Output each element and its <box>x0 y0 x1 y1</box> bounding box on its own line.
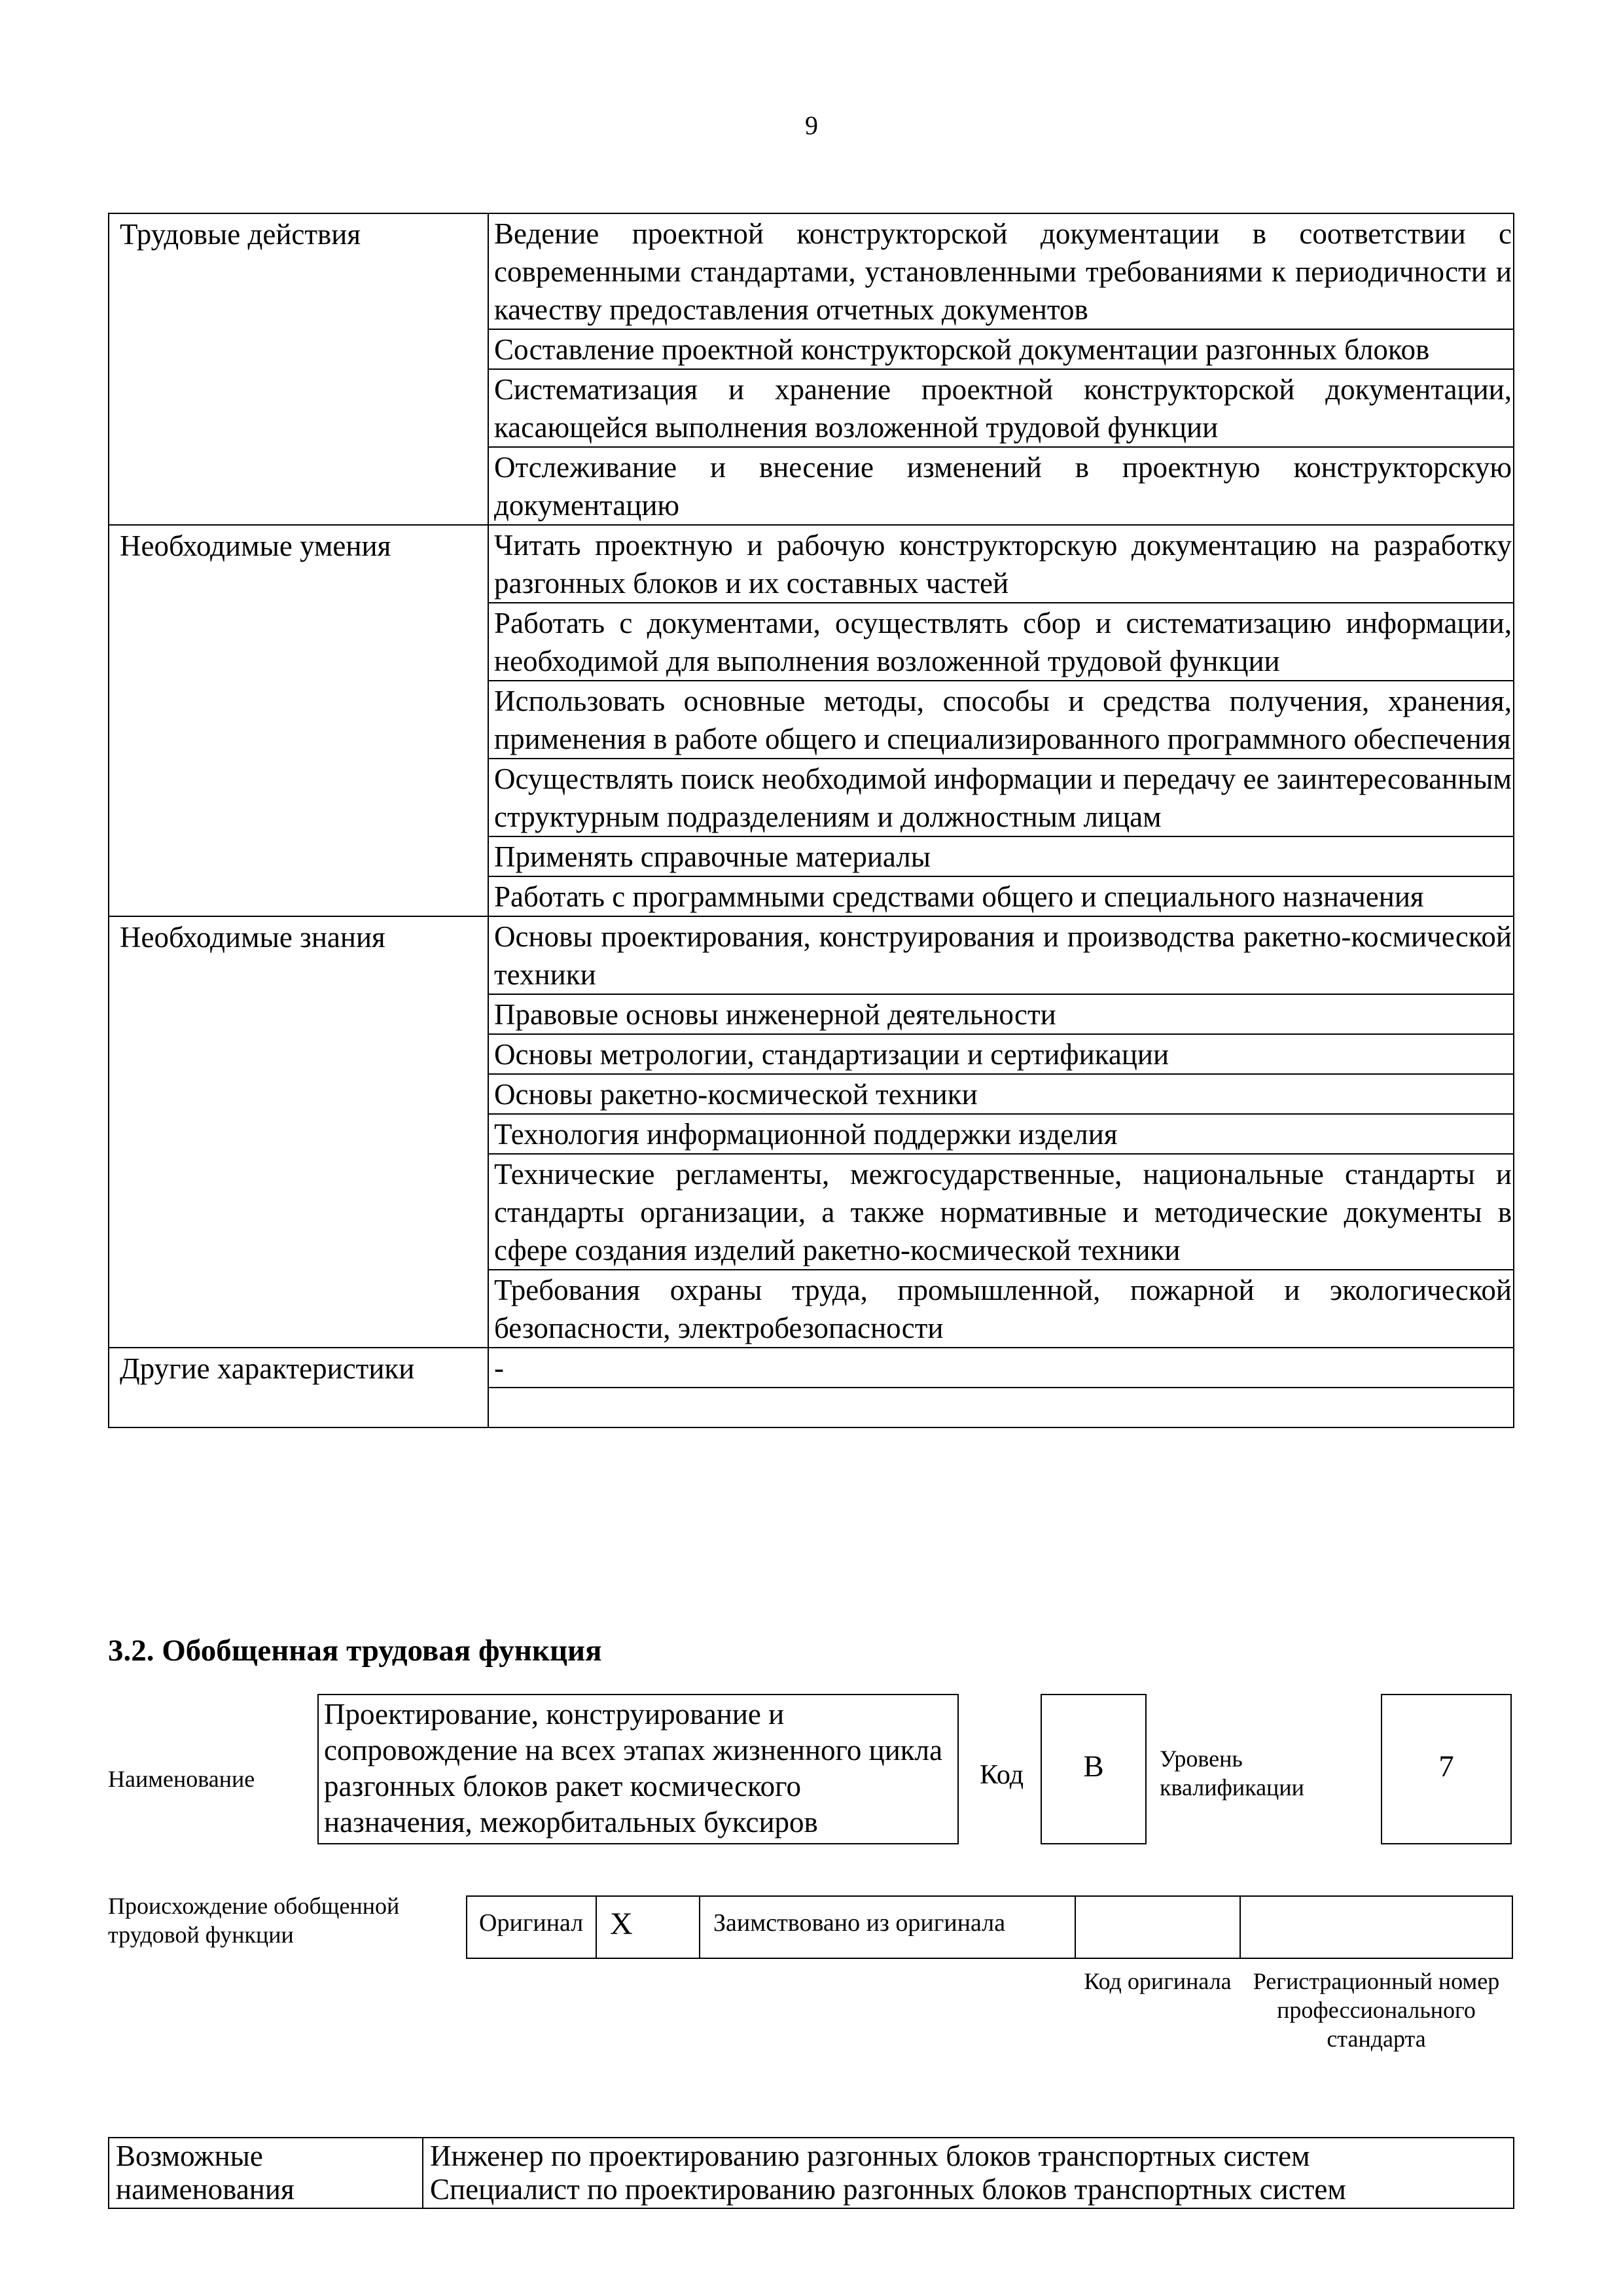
original-mark-cell <box>596 1895 700 1959</box>
characteristic-item: Работать с документами, осуществлять сбор и систематизацию информации, необходимой для выполнения возложенной трудовой функции <box>488 603 1514 681</box>
characteristic-item: Осуществлять поиск необходимой информации и передачу ее заинтересованным структурным подразделениям и должностным лицам <box>488 759 1514 836</box>
function-name-value: Проектирование, конструирование и сопровождение на всех этапах жизненного цикла разгонных блоков ракет космического назначения, межорбитальных буксиров <box>324 1698 943 1839</box>
characteristic-item: Использовать основные методы, способы и средства получения, хранения, применения в работе общего и специализированного программного обеспечения <box>488 681 1514 759</box>
registration-caption: Регистрационный номер профессионального стандарта <box>1253 1968 1500 2052</box>
characteristic-row <box>109 525 1514 603</box>
characteristic-item: Ведение проектной конструкторской документации в соответствии с современными стандартами, установленными требованиями к периодичности и качеству предоставления отчетных документов <box>488 213 1514 329</box>
characteristic-item: Основы метрологии, стандартизации и сертификации <box>488 1034 1514 1074</box>
characteristic-item: Отслеживание и внесение изменений в проектную конструкторскую документацию <box>488 447 1514 525</box>
original-cell <box>466 1895 597 1959</box>
possible-title-item: Инженер по проектированию разгонных блоков транспортных систем <box>430 2140 1310 2172</box>
characteristic-item: Правовые основы инженерной деятельности <box>488 994 1514 1034</box>
page-number: 9 <box>805 111 818 140</box>
original-code-cell <box>1075 1895 1241 1959</box>
characteristic-item: Применять справочные материалы <box>488 836 1514 876</box>
empty-cell <box>488 1388 1514 1427</box>
characteristic-label: Необходимые умения <box>109 525 488 916</box>
characteristic-item: Работать с программными средствами общего и специального назначения <box>488 876 1514 916</box>
level-value: 7 <box>1438 1749 1454 1784</box>
characteristic-item: Технические регламенты, межгосударственные, национальные стандарты и стандарты организации, а также нормативные и методические документы в сфере создания изделий ракетно-космической техники <box>488 1154 1514 1270</box>
characteristic-label: Трудовые действия <box>109 213 488 525</box>
code-box <box>1041 1694 1147 1844</box>
function-name-box <box>317 1694 959 1844</box>
characteristic-label: Необходимые знания <box>109 916 488 1348</box>
registration-number-cell <box>1240 1895 1513 1959</box>
characteristic-item: Основы ракетно-космической техники <box>488 1074 1514 1114</box>
origin-label: Происхождение обобщенной трудовой функции <box>108 1893 400 1948</box>
possible-titles-label: Возможные наименования <box>109 2138 423 2208</box>
characteristic-item: Систематизация и хранение проектной конструкторской документации, касающейся выполнения возложенной трудовой функции <box>488 369 1514 447</box>
possible-titles-table <box>108 2137 1514 2209</box>
characteristic-item: Технология информационной поддержки изделия <box>488 1114 1514 1154</box>
characteristic-row <box>109 213 1514 329</box>
level-box <box>1381 1694 1512 1844</box>
level-label: Уровень квалификации <box>1160 1746 1304 1801</box>
possible-titles-values <box>423 2138 1514 2208</box>
borrowed-cell <box>699 1895 1076 1959</box>
code-label: Код <box>980 1760 1024 1790</box>
characteristic-row <box>109 1348 1514 1388</box>
code-value: B <box>1083 1749 1104 1784</box>
borrowed-label: Заимствовано из оригинала <box>713 1909 1006 1937</box>
original-label: Оригинал <box>479 1909 584 1937</box>
characteristic-item: Читать проектную и рабочую конструкторскую документацию на разработку разгонных блоков и их составных частей <box>488 525 1514 603</box>
characteristic-item: Требования охраны труда, промышленной, пожарной и экологической безопасности, электробезопасности <box>488 1270 1514 1348</box>
name-label: Наименование <box>108 1766 255 1792</box>
characteristic-label: Другие характеристики <box>109 1348 488 1427</box>
section-title: 3.2. Обобщенная трудовая функция <box>108 1634 602 1668</box>
characteristic-item: Составление проектной конструкторской документации разгонных блоков <box>488 329 1514 369</box>
characteristic-item: - <box>488 1348 1514 1388</box>
characteristic-row <box>109 916 1514 994</box>
original-mark: X <box>610 1907 633 1941</box>
characteristic-item: Основы проектирования, конструирования и производства ракетно-космической техники <box>488 916 1514 994</box>
possible-title-item: Специалист по проектированию разгонных блоков транспортных систем <box>430 2173 1346 2206</box>
possible-titles-row <box>109 2138 1514 2208</box>
labour-function-table <box>108 213 1514 1428</box>
code-caption: Код оригинала <box>1084 1968 1232 1994</box>
